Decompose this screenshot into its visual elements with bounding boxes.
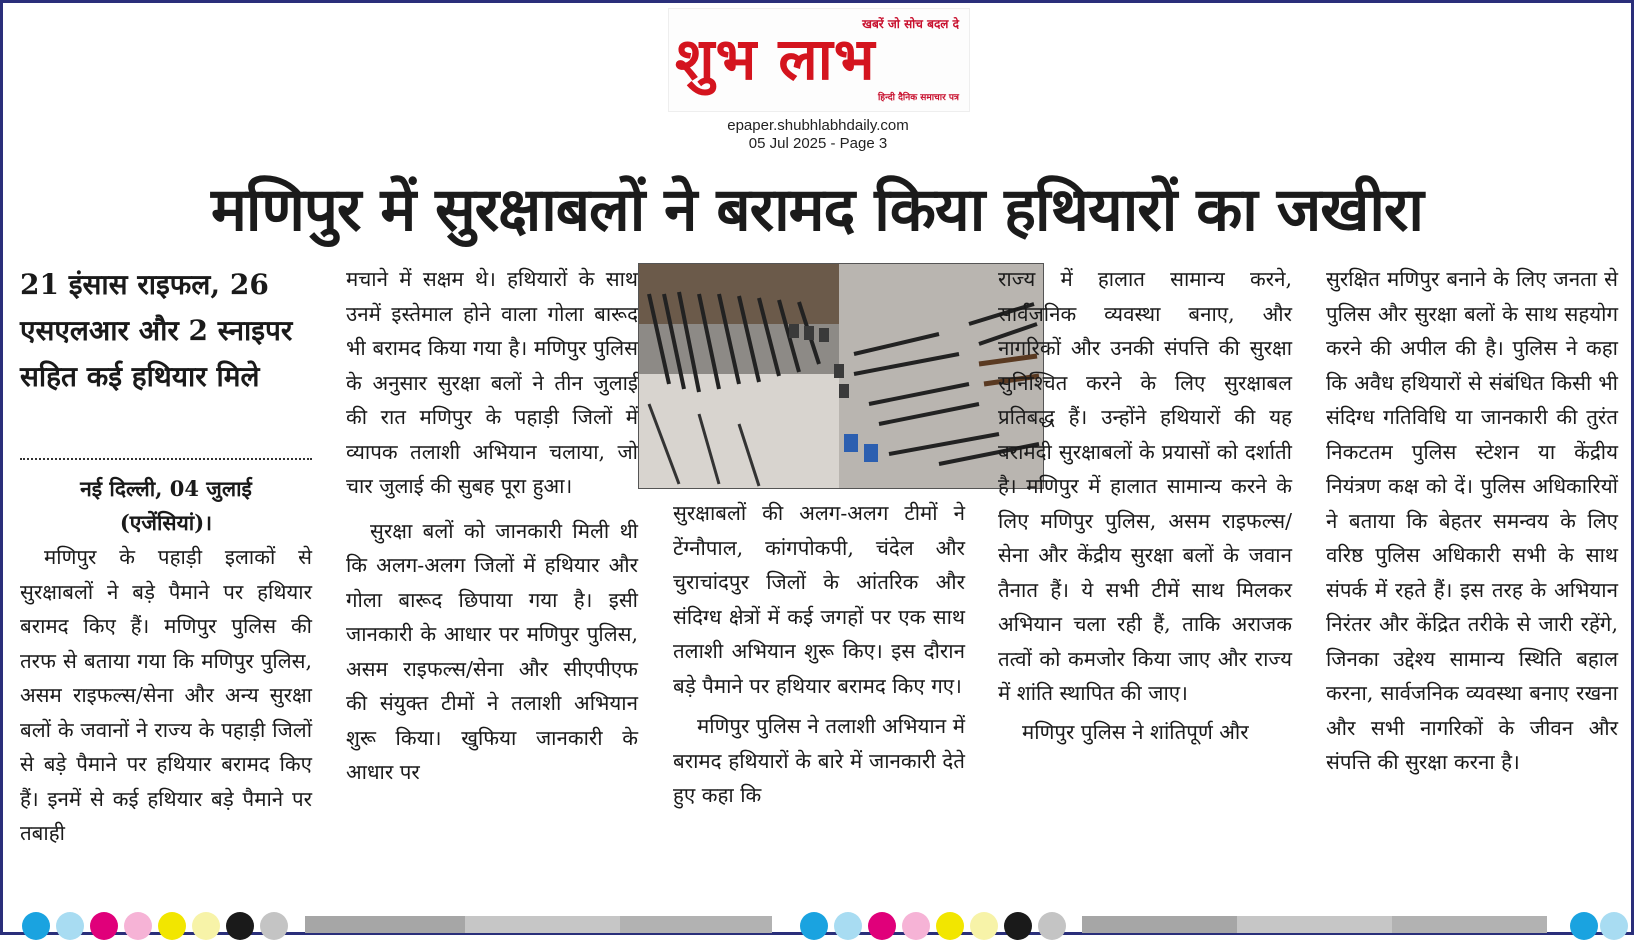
dateline-agency: (एजेंसियां)। — [119, 510, 213, 535]
registration-dot — [970, 912, 998, 940]
column-2 — [346, 262, 638, 790]
registration-dot — [936, 912, 964, 940]
edition-info — [668, 117, 968, 153]
gray-bar — [1392, 916, 1547, 933]
column-5 — [1326, 262, 1618, 780]
registration-dot — [902, 912, 930, 940]
gray-bar — [465, 916, 620, 933]
column-3 — [673, 496, 965, 813]
logo-subtitle: हिन्दी दैनिक समाचार पत्र — [877, 93, 959, 103]
registration-dot — [56, 912, 84, 940]
paragraph: सुरक्षित मणिपुर बनाने के लिए जनता से पुलिस और सुरक्षा बलों के साथ सहयोग करने की अपील की है। पुलिस ने कहा कि अवैध हथियारों से संबंधित किसी भी संदिग्ध गतिविधि या जानकारी की तुरंत निकटतम पुलिस स्टेशन या केंद्रीय नियंत्रण कक्ष को दें। पुलिस अधिकारियों ने बताया कि बेहतर समन्वय के लिए वरिष्ठ पुलिस अधिकारी सभी के साथ संपर्क में रहते हैं। इस तरह के अभियान निरंतर और केंद्रित तरीके से जारी रहेंगे, जिनका उद्देश्य सामान्य स्थिति बहाल करना, सार्वजनिक व्यवस्था बनाए रखना और सभी नागरिकों के जीवन और संपत्ति की सुरक्षा करना है। — [1326, 267, 1618, 774]
registration-dot — [1600, 912, 1628, 940]
registration-dot — [192, 912, 220, 940]
weapons-photo — [638, 263, 1044, 489]
color-registration-bar — [0, 912, 1634, 933]
registration-dot — [90, 912, 118, 940]
paragraph: मचाने में सक्षम थे। हथियारों के साथ उनमें इस्तेमाल होने वाला गोला बारूद भी बरामद किया गया है। मणिपुर पुलिस के अनुसार सुरक्षा बलों ने तीन जुलाई की रात मणिपुर के पहाड़ी जिलों में व्यापक तलाशी अभियान चलाया, जो चार जुलाई की सुबह पूरा हुआ। — [346, 267, 638, 498]
logo-wordmark — [675, 27, 876, 91]
registration-dot — [226, 912, 254, 940]
article-subheadline: 21 इंसास राइफल, 26 एसएलआर और 2 स्नाइपर सहित कई हथियार मिले — [20, 268, 293, 393]
dotted-divider — [20, 458, 312, 460]
registration-dot — [260, 912, 288, 940]
site-url[interactable]: epaper.shubhlabhdaily.com — [727, 117, 909, 134]
column-1 — [20, 540, 312, 851]
registration-dot — [158, 912, 186, 940]
paragraph: राज्य में हालात सामान्य करने, सार्वजनिक व्यवस्था बनाए, और नागरिकों और उनकी संपत्ति की सुरक्षा सुनिश्चित करने के लिए सुरक्षाबल प्रतिबद्ध हैं। उन्होंने हथियारों की यह बरामदी सुरक्षाबलों के प्रयासों को दर्शाती है। मणिपुर में हालात सामान्य करने के लिए मणिपुर पुलिस, असम राइफल्स/सेना और केंद्रीय सुरक्षा बलों के जवान तैनात हैं। ये सभी टीमें साथ मिलकर अभियान चला रही हैं, ताकि अराजक तत्वों को कमजोर किया जाए और राज्य में शांति स्थापित की जाए। — [998, 267, 1292, 705]
gray-bar — [305, 916, 465, 933]
gray-bar — [1237, 916, 1392, 933]
registration-dot — [800, 912, 828, 940]
paragraph: सुरक्षा बलों को जानकारी मिली थी कि अलग-अलग जिलों में हथियार और गोला बारूद छिपाया गया है। इसी जानकारी के आधार पर मणिपुर पुलिस, असम राइफल्स/सेना और सीएपीएफ की संयुक्त टीमों ने तलाशी अभियान शुरू किया। खुफिया जानकारी के आधार पर — [346, 518, 638, 784]
registration-dot — [22, 912, 50, 940]
logo-tagline: खबरें जो सोच बदल दे — [862, 17, 959, 31]
gray-bar — [1082, 916, 1237, 933]
edition-date: 05 Jul 2025 - Page 3 — [748, 135, 888, 152]
registration-dot — [124, 912, 152, 940]
registration-dot — [868, 912, 896, 940]
paragraph: मणिपुर पुलिस ने शांतिपूर्ण और — [1022, 719, 1249, 744]
paragraph: मणिपुर के पहाड़ी इलाकों से सुरक्षाबलों ने बड़े पैमाने पर हथियार बरामद किए हैं। मणिपुर पुलिस की तरफ से बताया गया कि मणिपुर पुलिस, असम राइफल्स/सेना और अन्य सुरक्षा बलों के जवानों ने राज्य के पहाड़ी जिलों से बड़े पैमाने पर हथियार बरामद किए हैं। इनमें से कई हथियार बड़े पैमाने पर तबाही — [20, 545, 312, 845]
registration-dot — [1038, 912, 1066, 940]
weapons-photo-icon — [639, 264, 1043, 488]
logo-text: शुभ लाभ — [675, 25, 876, 93]
paragraph: सुरक्षाबलों की अलग-अलग टीमों ने टेंग्नौपाल, कांगपोकपी, चंदेल और चुराचांदपुर जिलों के आंतरिक और संदिग्ध क्षेत्रों में कई जगहों पर एक साथ तलाशी अभियान शुरू किए। इस दौरान बड़े पैमाने पर हथियार बरामद किए गए। — [673, 501, 965, 698]
masthead-logo — [668, 8, 970, 112]
dateline-place-date: नई दिल्ली, 04 जुलाई — [80, 476, 252, 501]
registration-dot — [1570, 912, 1598, 940]
paragraph: मणिपुर पुलिस ने तलाशी अभियान में बरामद हथियारों के बारे में जानकारी देते हुए कहा कि — [673, 714, 965, 807]
column-4 — [998, 262, 1292, 749]
gray-bar — [620, 916, 772, 933]
registration-dot — [834, 912, 862, 940]
dateline — [20, 472, 312, 540]
registration-dot — [1004, 912, 1032, 940]
article-headline: मणिपुर में सुरक्षाबलों ने बरामद किया हथियारों का जखीरा — [211, 175, 1423, 245]
